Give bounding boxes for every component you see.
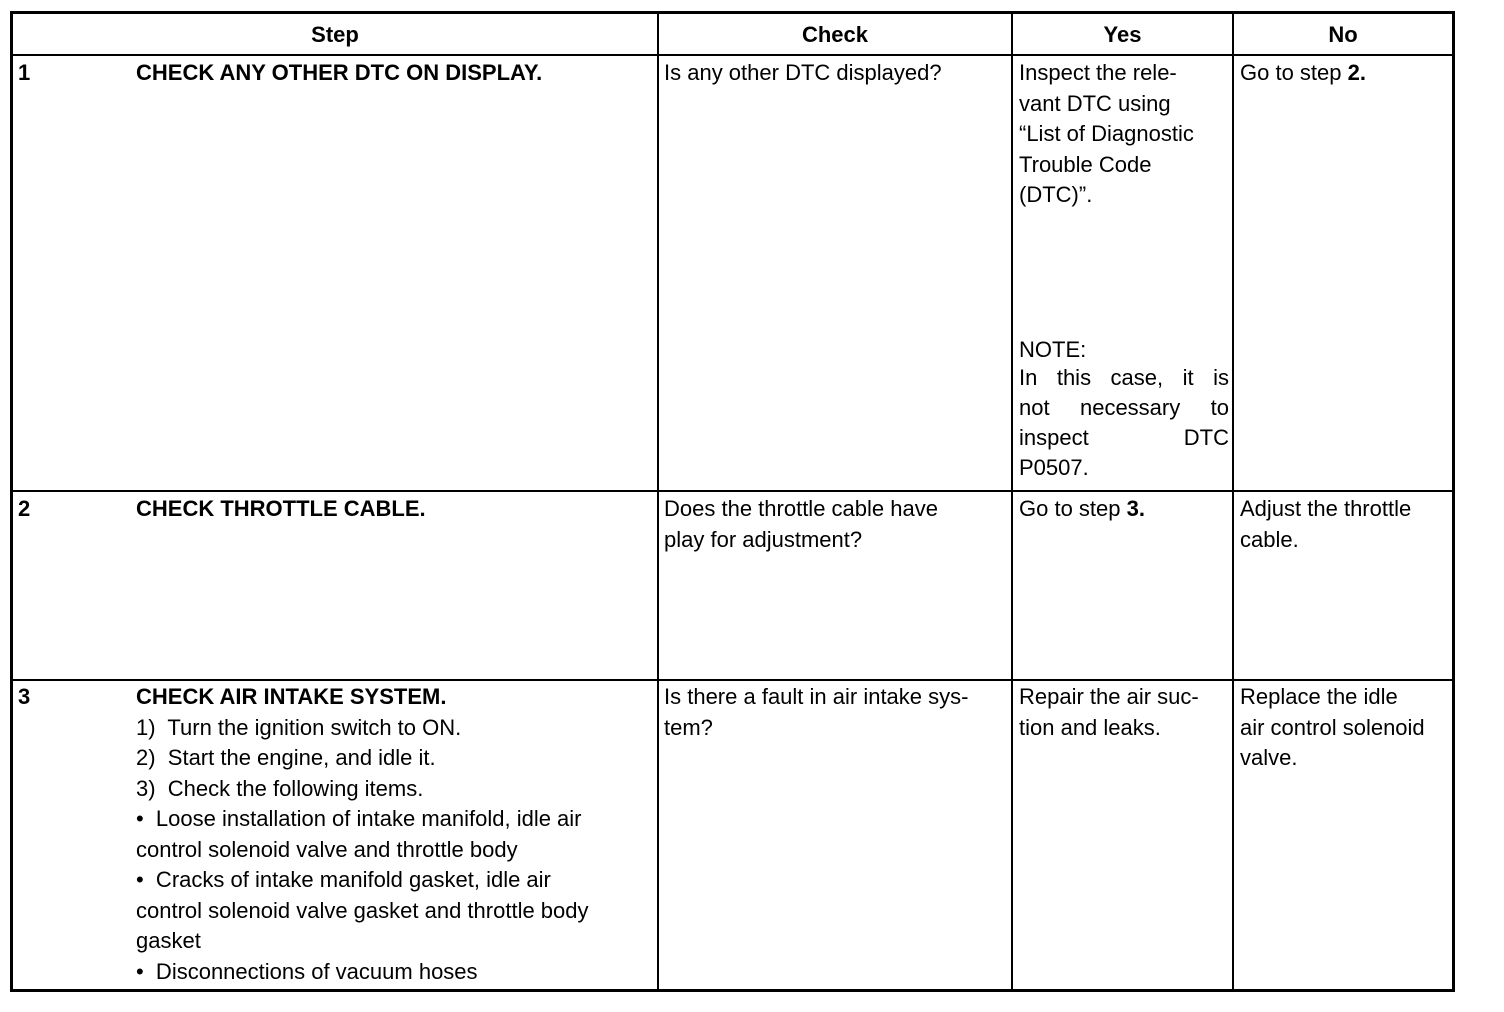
bullet-item-cont: control solenoid valve gasket and throttle body xyxy=(136,897,589,923)
bullet-item: • Loose installation of intake manifold, idle air xyxy=(136,806,582,831)
text-line: cable. xyxy=(1240,526,1299,552)
step-number: 3 xyxy=(18,684,31,709)
step-title: CHECK ANY OTHER DTC ON DISPLAY. xyxy=(136,60,543,85)
troubleshooting-table xyxy=(10,11,1455,992)
text-line: Trouble Code xyxy=(1019,151,1152,177)
note-line: not necessary to xyxy=(1019,395,1229,420)
step-description xyxy=(136,682,656,987)
check-question xyxy=(664,682,968,743)
text-line: valve. xyxy=(1240,745,1298,770)
note-label: NOTE: xyxy=(1019,337,1087,362)
row-divider xyxy=(13,490,1452,492)
note-line: inspect DTC xyxy=(1019,425,1229,450)
text-line: tion and leaks. xyxy=(1019,714,1161,740)
yes-action xyxy=(1019,58,1229,211)
yes-action xyxy=(1019,494,1145,525)
text-line: tem? xyxy=(664,714,713,740)
header-yes: Yes xyxy=(1103,22,1142,47)
text-line: Repair the air suc- xyxy=(1019,684,1199,709)
header-check: Check xyxy=(801,22,869,47)
step-title: CHECK AIR INTAKE SYSTEM. xyxy=(136,684,447,709)
text-line: vant DTC using xyxy=(1019,90,1171,116)
no-step-ref: 2. xyxy=(1347,60,1366,85)
col-divider xyxy=(1232,14,1234,989)
text-line: Replace the idle xyxy=(1240,684,1398,709)
bullet-item-cont: control solenoid valve and throttle body xyxy=(136,836,518,862)
text-line: air control solenoid xyxy=(1240,714,1425,740)
text-line: Adjust the throttle xyxy=(1240,496,1412,521)
col-divider xyxy=(1011,14,1013,989)
text-line: Does the throttle cable have xyxy=(664,496,938,521)
no-action xyxy=(1240,682,1425,774)
check-question: Is any other DTC displayed? xyxy=(664,60,942,85)
note-line: In this case, it is xyxy=(1019,365,1229,390)
bullet-item-cont: gasket xyxy=(136,928,201,953)
procedure-step: 1) Turn the ignition switch to ON. xyxy=(136,714,462,740)
step-title: CHECK THROTTLE CABLE. xyxy=(136,496,426,521)
step-number: 2 xyxy=(18,496,31,521)
no-action xyxy=(1240,494,1411,555)
procedure-step: 3) Check the following items. xyxy=(136,775,424,801)
row-divider xyxy=(13,679,1452,681)
text-line: Inspect the rele- xyxy=(1019,60,1177,85)
note-line: P0507. xyxy=(1019,455,1089,480)
header-no: No xyxy=(1328,22,1358,47)
header-step: Step xyxy=(311,22,359,47)
bullet-item: • Cracks of intake manifold gasket, idle air xyxy=(136,867,551,892)
text-line: (DTC)”. xyxy=(1019,182,1093,207)
step-number: 1 xyxy=(18,60,31,85)
col-divider xyxy=(657,14,659,989)
yes-action xyxy=(1019,682,1199,743)
yes-note xyxy=(1019,337,1229,483)
yes-prefix: Go to step xyxy=(1019,496,1127,521)
no-action xyxy=(1240,58,1366,89)
text-line: “List of Diagnostic xyxy=(1019,121,1194,146)
bullet-item: • Disconnections of vacuum hoses xyxy=(136,958,478,984)
check-question xyxy=(664,494,938,555)
text-line: Is there a fault in air intake sys- xyxy=(664,684,969,709)
procedure-step: 2) Start the engine, and idle it. xyxy=(136,745,436,770)
no-prefix: Go to step xyxy=(1240,60,1348,85)
yes-step-ref: 3. xyxy=(1126,496,1145,521)
text-line: play for adjustment? xyxy=(664,526,863,552)
